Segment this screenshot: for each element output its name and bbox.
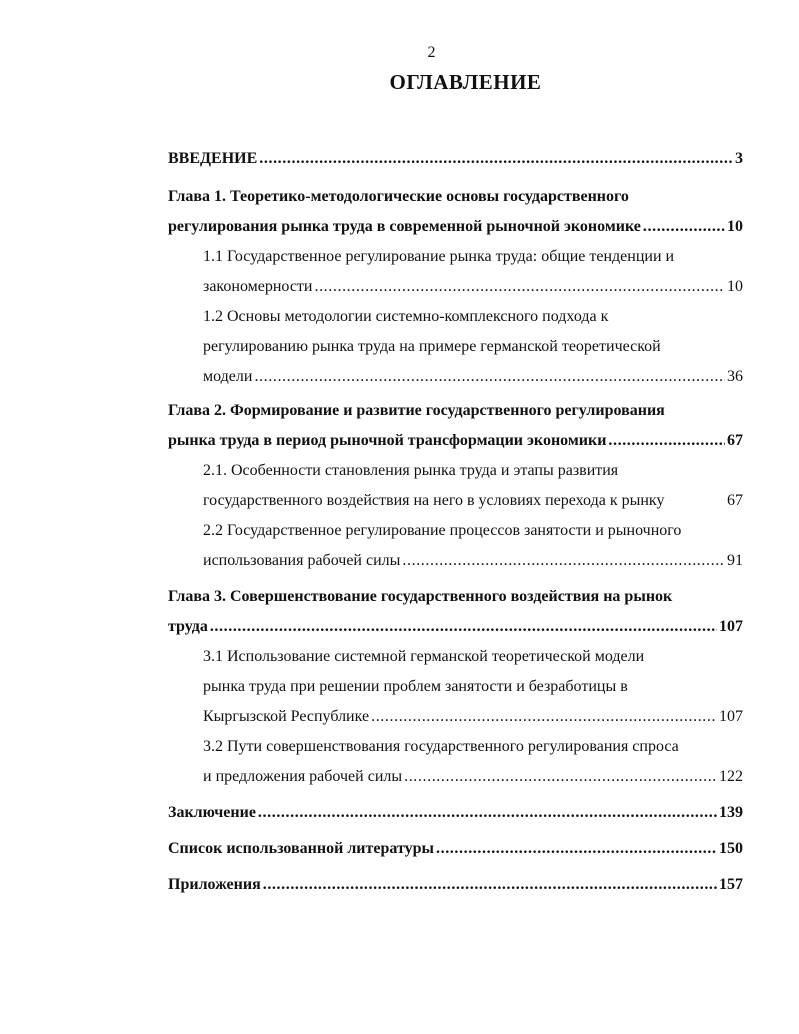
- toc-entry-section-3-1[interactable]: [168, 642, 743, 732]
- dot-leader: [263, 870, 717, 900]
- dot-leader: [643, 212, 725, 242]
- toc-entry-page: 139: [719, 804, 743, 821]
- toc-entry-chapter-3[interactable]: [168, 582, 743, 642]
- toc-entry-title-cont: и предложения рабочей силы: [203, 768, 403, 785]
- dot-leader: [371, 702, 717, 732]
- dot-leader: [608, 426, 725, 456]
- toc-entry-section-1-1[interactable]: [168, 242, 743, 302]
- toc-entry-section-1-2[interactable]: [168, 302, 743, 392]
- toc-entry-title-cont: модели: [203, 368, 253, 385]
- toc-entry-section-2-2[interactable]: [168, 516, 743, 576]
- toc-entry-title: Глава 3. Совершенствование государственного воздействия на рынок: [168, 588, 673, 605]
- dot-leader: [258, 798, 717, 828]
- toc-entry-title: 3.1 Использование системной германской теоретической модели: [203, 648, 645, 665]
- toc-entry-title: 1.2 Основы методологии системно-комплексного подхода к: [203, 308, 609, 325]
- toc-entry-title: ВВЕДЕНИЕ: [168, 150, 258, 167]
- dot-leader: [254, 362, 725, 392]
- toc-entry-title: 1.1 Государственное регулирование рынка труда: общие тенденции и: [203, 248, 675, 265]
- toc-entry-title: Заключение: [168, 804, 256, 821]
- toc-entry-appendices[interactable]: [168, 870, 743, 900]
- toc-entry-title-cont: труда: [168, 618, 208, 635]
- toc-entry-page: 67: [727, 432, 743, 449]
- toc-entry-page: 91: [727, 552, 743, 569]
- page-number: 2: [427, 44, 436, 61]
- toc-entry-chapter-1[interactable]: [168, 182, 743, 242]
- toc-entry-page: 157: [719, 876, 743, 893]
- toc-entry-page: 107: [719, 618, 743, 635]
- table-of-contents: [168, 144, 743, 900]
- toc-entry-title-cont: рынка труда в период рыночной трансформации экономики: [168, 432, 607, 449]
- toc-entry-references[interactable]: [168, 834, 743, 864]
- toc-entry-page: 10: [727, 278, 743, 295]
- dot-leader: [314, 272, 725, 302]
- toc-entry-section-3-2[interactable]: [168, 732, 743, 792]
- toc-entry-title: Глава 2. Формирование и развитие государственного регулирования: [168, 402, 665, 419]
- page-title: ОГЛАВЛЕНИЕ: [389, 70, 542, 94]
- toc-entry-page: 10: [727, 218, 743, 235]
- dot-leader: [210, 612, 717, 642]
- toc-entry-title: Приложения: [168, 876, 261, 893]
- toc-entry-title-cont: использования рабочей силы: [203, 552, 401, 569]
- toc-entry-chapter-2[interactable]: [168, 396, 743, 456]
- dot-leader: [402, 546, 725, 576]
- toc-entry-page: 107: [719, 708, 743, 725]
- toc-entry-title-cont: рынка труда при решении проблем занятости и безработицы в: [203, 678, 628, 695]
- toc-entry-page: 36: [727, 368, 743, 385]
- toc-entry-page: 3: [735, 150, 743, 167]
- toc-entry-title: Список использованной литературы: [168, 840, 434, 857]
- toc-entry-page: 122: [719, 768, 743, 785]
- toc-entry-page: 150: [719, 840, 743, 857]
- toc-entry-title: 2.1. Особенности становления рынка труда и этапы развития: [203, 462, 619, 479]
- toc-entry-title: 3.2 Пути совершенствования государственного регулирования спроса: [203, 738, 679, 755]
- toc-entry-title-cont: государственного воздействия на него в условиях перехода к рынку: [203, 492, 665, 509]
- toc-entry-title: Глава 1. Теоретико-методологические основы государственного: [168, 188, 629, 205]
- toc-entry-title-cont: Кыргызской Республике: [203, 708, 370, 725]
- dot-leader: [259, 144, 733, 174]
- toc-entry-intro[interactable]: [168, 144, 743, 174]
- toc-entry-title-cont: закономерности: [203, 278, 313, 295]
- toc-entry-title: 2.2 Государственное регулирование процессов занятости и рыночного: [203, 522, 682, 539]
- toc-entry-conclusion[interactable]: [168, 798, 743, 828]
- toc-entry-title-cont: регулированию рынка труда на примере германской теоретической: [203, 338, 661, 355]
- toc-entry-section-2-1[interactable]: [168, 456, 743, 516]
- dot-leader: [436, 834, 717, 864]
- toc-entry-title-cont: регулирования рынка труда в современной рыночной экономике: [168, 218, 641, 235]
- dot-leader: [404, 762, 717, 792]
- toc-entry-page: 67: [727, 492, 743, 509]
